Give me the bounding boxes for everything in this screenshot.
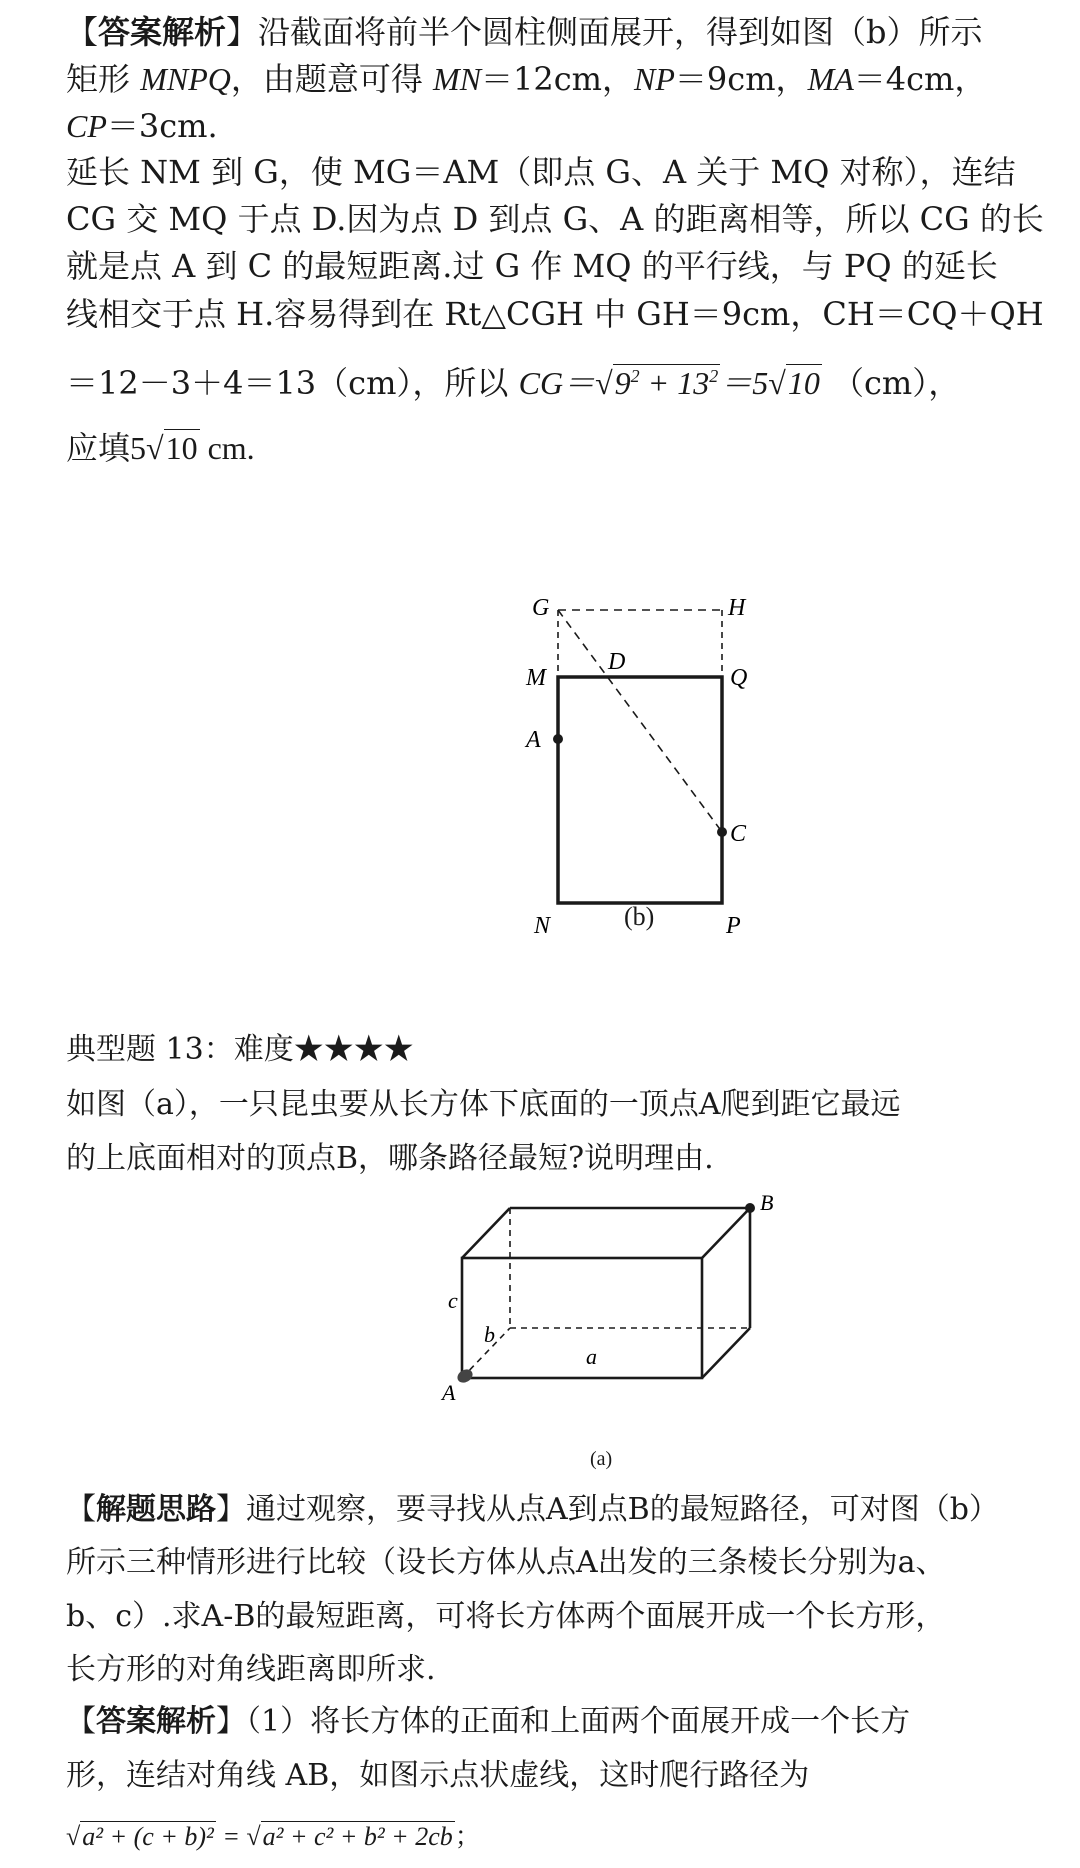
answer-analysis-line-8: ＝12－3＋4＝13（cm），所以 $CG=√9^2 + 13^2=5√10$ （cm）， (66, 364, 961, 402)
answer-analysis-2-line-1 (66, 1702, 910, 1742)
text-segment: 矩形 (66, 60, 141, 98)
answer-analysis-line-6: 就是点 A 到 C 的最短距离.过 G 作 MQ 的平行线，与 PQ 的延长 (66, 247, 998, 285)
label-c: C (730, 821, 747, 847)
math-num: ＝5 (720, 365, 769, 401)
formula-rhs: a² + c² + b² + 2cb (262, 1822, 453, 1851)
figure-b-caption: (b) (624, 902, 655, 931)
text-segment: ＝12－3＋4＝13（cm），所以 (66, 364, 509, 402)
answer-analysis-2-heading: 答案解析 (96, 1704, 216, 1739)
text-segment: ＝3cm. (106, 107, 218, 145)
solution-idea-line-1 (66, 1490, 999, 1530)
math-var: MA (807, 61, 854, 97)
solution-idea-line-2: 所示三种情形进行比较（设长方体从点A出发的三条棱长分别为a、 (66, 1545, 946, 1580)
label-q: Q (730, 665, 748, 691)
superscript: 2 (709, 366, 719, 386)
figure-b-rectangle-diagram (500, 585, 780, 945)
bracket-open: 【 (66, 1704, 96, 1739)
math-num: 5 (130, 430, 147, 466)
answer-analysis-line-7: 线相交于点 H.容易得到在 Rt△CGH 中 GH＝9cm，CH＝CQ＋QH (66, 295, 1044, 333)
text-segment: 应填 (66, 429, 131, 467)
edge-bottom-right (702, 1328, 750, 1378)
sqrt-radicand: 10 (165, 430, 198, 466)
math-var: MN (433, 61, 482, 97)
label-m: M (526, 665, 546, 691)
math-var: MNPQ (140, 61, 231, 97)
text-segment: ＝12cm， (481, 60, 635, 98)
figure-a-cuboid-diagram (420, 1180, 800, 1430)
answer-analysis-line-9: 应填5√10 cm. (66, 429, 255, 467)
label-a: A (442, 1380, 456, 1405)
math-num: 9 (614, 365, 631, 401)
label-n: N (534, 913, 551, 939)
label-g: G (532, 595, 550, 621)
sqrt-radicand (613, 364, 721, 401)
answer-analysis-line-3 (66, 106, 218, 146)
answer-analysis-2-formula: √a² + (c + b)² = √a² + c² + b² + 2cb； (66, 1822, 481, 1852)
math-var: CP (66, 108, 107, 144)
answer-analysis-heading: 答案解析 (98, 13, 227, 51)
superscript: 2 (630, 366, 640, 386)
label-d: D (608, 649, 626, 675)
text-segment: ，由题意可得 (230, 60, 434, 98)
math-var: NP (634, 61, 675, 97)
sqrt-radicand: 10 (787, 365, 820, 401)
math-num: + 13 (639, 365, 710, 401)
paragraph-text: 通过观察，要寻找从点A到点B的最短路径，可对图（b） (246, 1492, 999, 1527)
bracket-close: 】 (216, 1704, 246, 1739)
text-segment: ＝9cm， (674, 60, 808, 98)
label-b: B (760, 1190, 774, 1215)
text-segment: cm. (199, 430, 255, 466)
label-a: A (526, 727, 541, 753)
paragraph-text: 沿截面将前半个圆柱侧面展开，得到如图（b）所示 (258, 13, 983, 51)
dashed-line-gc (558, 610, 722, 832)
bracket-open: 【 (66, 1492, 96, 1527)
math-var: CG＝ (518, 365, 596, 401)
formula-eq: = (215, 1822, 247, 1851)
label-p: P (726, 913, 741, 939)
figure-a-caption: (a) (590, 1448, 613, 1470)
label-edge-a: a (586, 1344, 597, 1369)
answer-analysis-line-2 (66, 59, 986, 99)
front-face (462, 1258, 702, 1378)
solution-idea-heading: 解题思路 (96, 1492, 216, 1527)
answer-analysis-line-4: 延长 NM 到 G，使 MG＝AM（即点 G、A 关于 MQ 对称），连结 (66, 153, 1016, 191)
text-segment: ＝4cm， (853, 60, 987, 98)
example-13-title: 典型题 13：难度★★★★ (66, 1032, 414, 1067)
text-segment: （cm）， (831, 364, 961, 402)
bracket-close: 】 (216, 1492, 246, 1527)
point-b (745, 1203, 755, 1213)
label-edge-c: c (448, 1288, 458, 1313)
answer-analysis-line-5: CG 交 MQ 于点 D.因为点 D 到点 G、A 的距离相等，所以 CG 的长 (66, 200, 1044, 238)
solution-idea-line-4: 长方形的对角线距离即所求. (66, 1652, 436, 1687)
bracket-open: 【 (66, 13, 99, 51)
answer-analysis-line-1 (66, 12, 983, 52)
paragraph-text: （1）将长方体的正面和上面两个面展开成一个长方 (246, 1704, 911, 1739)
edge-top-right (702, 1208, 750, 1258)
edge-top-left (462, 1208, 510, 1258)
label-h: H (728, 595, 746, 621)
formula-end: ； (454, 1822, 481, 1852)
point-a-insect (455, 1367, 475, 1385)
example-13-line-1: 如图（a），一只昆虫要从长方体下底面的一顶点A爬到距它最远 (66, 1087, 901, 1122)
bracket-close: 】 (226, 13, 259, 51)
rectangle-mnpq (558, 677, 722, 903)
answer-analysis-2-line-2: 形，连结对角线 AB，如图示点状虚线，这时爬行路径为 (66, 1758, 810, 1793)
example-13-line-2: 的上底面相对的顶点B，哪条路径最短?说明理由. (66, 1141, 714, 1176)
point-c (717, 827, 727, 837)
label-edge-b: b (484, 1322, 495, 1347)
point-a (553, 734, 563, 744)
solution-idea-line-3: b、c）.求A-B的最短距离，可将长方体两个面展开成一个长方形， (66, 1599, 946, 1634)
formula-lhs: a² + (c + b)² (82, 1822, 214, 1851)
